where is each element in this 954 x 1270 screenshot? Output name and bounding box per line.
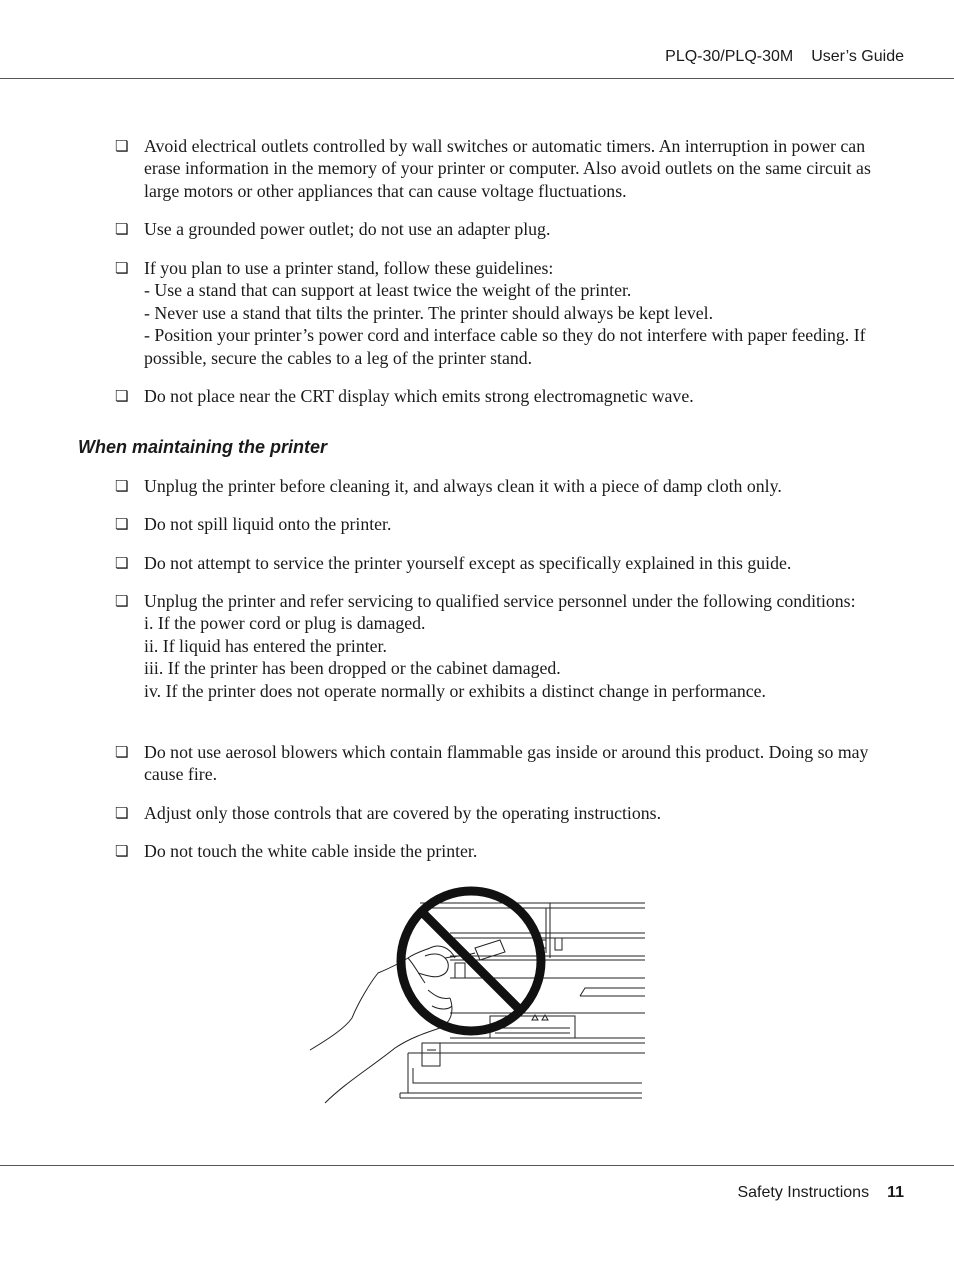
section-heading: When maintaining the printer (78, 437, 328, 457)
list-item-text: Use a grounded power outlet; do not use an adapter plug. (144, 219, 551, 239)
list-item-text: Do not spill liquid onto the printer. (144, 514, 392, 534)
running-header (665, 48, 904, 66)
white-cable (475, 940, 505, 960)
list-item-text: If you plan to use a printer stand, follow these guidelines: - Use a stand that can support at least twice the weight of the printer. - Never use a stand that tilts the printer. The printer should always be kept level. - Position your printer’s power cord and interface cable so they do not interfere with paper feeding. If possible, secure the cables to a leg of the printer stand. (144, 258, 866, 368)
checkbox-bullet-icon: ❏ (115, 842, 129, 860)
list-item-text: Unplug the printer before cleaning it, and always clean it with a piece of damp cloth only. (144, 476, 782, 496)
checkbox-bullet-icon: ❏ (115, 220, 129, 238)
checkbox-bullet-icon: ❏ (115, 259, 129, 277)
do-not-touch-cable-illustration (300, 878, 650, 1108)
checkbox-bullet-icon: ❏ (115, 387, 129, 405)
list-item-text: Do not use aerosol blowers which contain flammable gas inside or around this product. Doing so may cause fire. (144, 742, 869, 785)
checkbox-bullet-icon: ❏ (115, 592, 129, 610)
knob (422, 1043, 440, 1066)
checkbox-bullet-icon: ❏ (115, 743, 129, 761)
list-item-text: Avoid electrical outlets controlled by wall switches or automatic timers. An interruption in power can erase information in the memory of your printer or computer. Also avoid outlets on the same circuit as large motors or other appliances that can cause voltage fluctuations. (144, 136, 871, 201)
checkbox-bullet-icon: ❏ (115, 554, 129, 572)
page-number: 11 (887, 1184, 904, 1201)
list-item-text: Do not attempt to service the printer yourself except as specifically explained in this guide. (144, 553, 792, 573)
checkbox-bullet-icon: ❏ (115, 515, 129, 533)
header-product: PLQ-30/PLQ-30M (665, 48, 794, 65)
list-item-text: Do not place near the CRT display which emits strong electromagnetic wave. (144, 386, 694, 406)
running-footer (737, 1184, 904, 1202)
header-rule (0, 78, 954, 79)
checkbox-bullet-icon: ❏ (115, 477, 129, 495)
checkbox-bullet-icon: ❏ (115, 804, 129, 822)
list-item-text: Unplug the printer and refer servicing to qualified service personnel under the following conditions: i. If the power cord or plug is damaged. ii. If liquid has entered the printer. iii. If the printer has been dropped or the cabinet damaged. iv. If the printer does not operate normally or exhibits a distinct change in performance. (144, 591, 856, 701)
checkbox-bullet-icon: ❏ (115, 137, 129, 155)
footer-section: Safety Instructions (737, 1184, 870, 1201)
header-guide-title: User’s Guide (811, 48, 904, 65)
list-item-text: Do not touch the white cable inside the printer. (144, 841, 478, 861)
footer-rule (0, 1165, 954, 1166)
list-item-text: Adjust only those controls that are covered by the operating instructions. (144, 803, 662, 823)
